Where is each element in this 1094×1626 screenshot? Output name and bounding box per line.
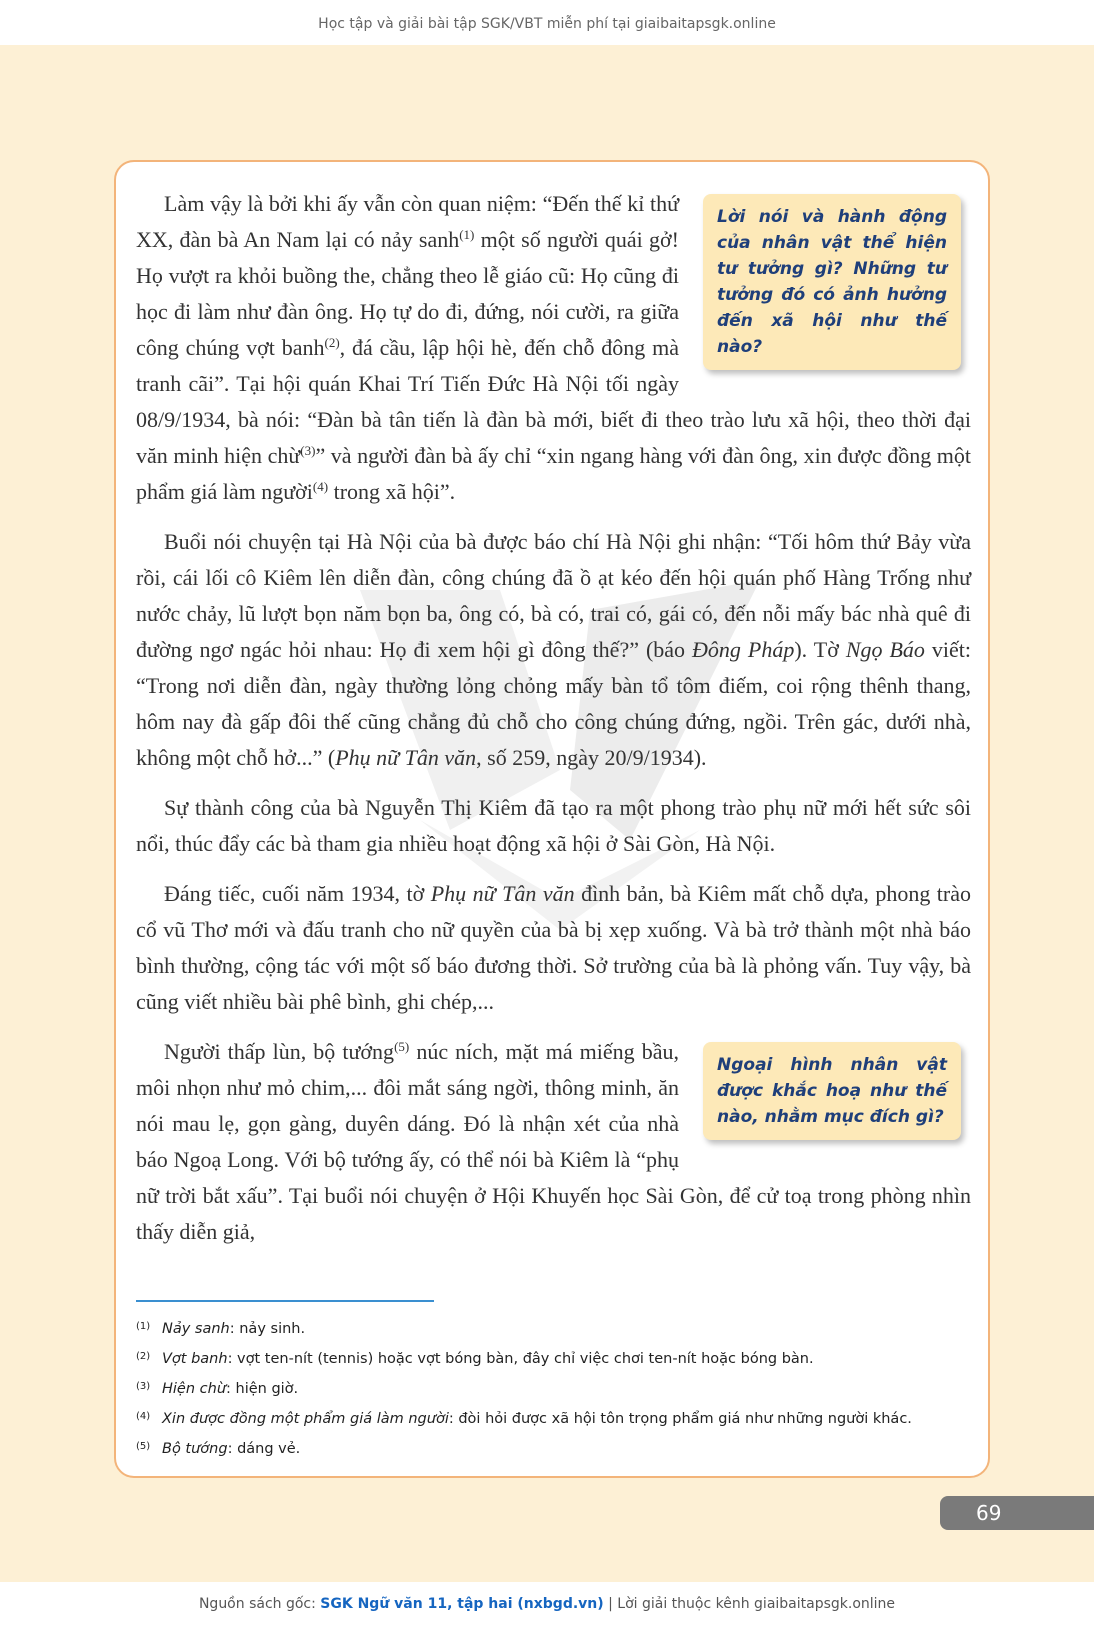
footnote-ref-4: (4) <box>312 479 329 494</box>
p1-text-e: trong xã hội”. <box>328 479 456 504</box>
p5-text-b: núc ních, mặt má miếng bầu, môi nhọn như mỏ chim,... đôi mắt sáng ngời, thông minh, ăn nói mau lẹ, gọn gàng, duyên dáng. Đó là nhận xét của nhà báo Ngoạ Long. Với bộ tướng ấy, có thể nói bà Kiêm là “phụ nữ trời bắt xấu”. Tại buổi nói chuyện ở Hội Khuyến học Sài Gòn, để cử toạ trong phòng nhìn thấy diễn giả, <box>136 1039 971 1244</box>
newspaper-phu-nu-tan-van: Phụ nữ Tân văn <box>335 745 477 770</box>
footnote-term: Hiện chừ <box>162 1381 227 1397</box>
newspaper-ngo-bao: Ngọ Báo <box>845 637 925 662</box>
footnotes <box>136 1312 956 1462</box>
footnote-item <box>136 1312 956 1342</box>
p2-text-b: ). Tờ <box>794 637 846 662</box>
footnote-term: Xin được đồng một phẩm giá làm người <box>162 1411 449 1427</box>
p1-text-d: ” và người đàn bà ấy chỉ “xin ngang hàng với đàn ông, xin được đồng một phẩm giá làm người <box>136 443 971 504</box>
paragraph-2 <box>136 524 971 776</box>
footer-suffix: | Lời giải thuộc kênh giaibaitapsgk.online <box>603 1596 896 1612</box>
page-number: 69 <box>940 1496 1094 1530</box>
question-callout-1 <box>703 194 961 370</box>
footnote-number: (2) <box>136 1351 151 1362</box>
footnote-definition: : vợt ten-nít (tennis) hoặc vợt bóng bàn, đây chỉ việc chơi ten-nít hoặc bóng bàn. <box>227 1351 814 1367</box>
footer-source-link[interactable]: SGK Ngữ văn 11, tập hai (nxbgd.vn) <box>320 1596 604 1612</box>
paragraph-4 <box>136 876 971 1020</box>
newspaper-phu-nu-tan-van-2: Phụ nữ Tân văn <box>430 881 575 906</box>
p1-text-c: , đá cầu, lập hội hè, đến chỗ đông mà tranh cãi”. Tại hội quán Khai Trí Tiến Đức Hà Nội tối ngày 08/9/1934, bà nói: “Đàn bà tân tiến là đàn bà mới, biết đi theo trào lưu xã hội, theo thời đại văn minh hiện chừ <box>136 335 971 468</box>
footnote-definition: : đòi hỏi được xã hội tôn trọng phẩm giá như những người khác. <box>448 1411 912 1427</box>
footnote-ref-1: (1) <box>459 227 475 242</box>
footnote-ref-5: (5) <box>394 1039 410 1054</box>
callout-1-text: Lời nói và hành động của nhân vật thể hiện tư tưởng gì? Những tư tưởng đó có ảnh hưởng đến xã hội như thế nào? <box>717 207 947 357</box>
p4-text-a: Đáng tiếc, cuối năm 1934, tờ <box>164 881 431 906</box>
p2-text-a: Buổi nói chuyện tại Hà Nội của bà được báo chí Hà Nội ghi nhận: “Tối hôm thứ Bảy vừa rồi, cái lối cô Kiêm lên diễn đàn, công chúng đã ồ ạt kéo đến hội quán phố Hàng Trống như nước chảy, lũ lượt bọn năm bọn ba, ông có, bà có, trai có, gái có, đến nỗi mấy bác nhà quê đi đường ngơ ngác hỏi nhau: Họ đi xem hội gì đông thế?” (báo <box>136 529 971 662</box>
footnote-item <box>136 1372 956 1402</box>
footnote-divider <box>136 1300 434 1302</box>
footnote-number: (4) <box>136 1411 151 1422</box>
footnote-number: (5) <box>136 1441 151 1452</box>
p1-text-a: Làm vậy là bởi khi ấy vẫn còn quan niệm: “Đến thế kỉ thứ XX, đàn bà An Nam lại có nảy sanh <box>136 191 679 252</box>
footnote-term: Bộ tướng <box>162 1441 228 1457</box>
footnote-item <box>136 1432 956 1462</box>
bottom-banner <box>0 1582 1094 1626</box>
paragraph-3: Sự thành công của bà Nguyễn Thị Kiêm đã tạo ra một phong trào phụ nữ mới hết sức sôi nổi, thúc đẩy các bà tham gia nhiều hoạt động xã hội ở Sài Gòn, Hà Nội. <box>136 795 971 856</box>
footnote-item <box>136 1402 956 1432</box>
top-banner <box>0 0 1094 45</box>
site-line: Học tập và giải bài tập SGK/VBT miễn phí tại giaibaitapsgk.online <box>318 16 776 32</box>
footnote-term: Vợt banh <box>162 1351 228 1367</box>
p2-text-d: , số 259, ngày 20/9/1934). <box>476 745 707 770</box>
footnote-ref-2: (2) <box>324 335 340 350</box>
footnote-definition: : hiện giờ. <box>226 1381 299 1397</box>
footnote-definition: : nảy sinh. <box>229 1321 306 1337</box>
footnote-term: Nảy sanh <box>162 1321 230 1337</box>
p4-text-b: đình bản, bà Kiêm mất chỗ dựa, phong trào cổ vũ Thơ mới và đấu tranh cho nữ quyền của bà bị xẹp xuống. Và bà trở thành một nhà báo bình thường, cộng tác với một số báo đương thời. Sở trường của bà là phỏng vấn. Tuy vậy, bà cũng viết nhiều bài phê bình, ghi chép,... <box>136 881 972 1014</box>
question-callout-2 <box>703 1042 961 1140</box>
footnote-number: (3) <box>136 1381 151 1392</box>
footer-prefix: Nguồn sách gốc: <box>198 1596 321 1612</box>
p2-text-c: viết: “Trong nơi diễn đàn, ngày thường lỏng chỏng mấy bàn tổ tôm điếm, coi rộng thênh thang, hôm nay đà gấp đôi thế cũng chẳng đủ chỗ cho công chúng đứng, ngồi. Trên gác, dưới nhà, không một chỗ hở...” ( <box>136 637 971 770</box>
callout-2-text: Ngoại hình nhân vật được khắc hoạ như thế nào, nhằm mục đích gì? <box>717 1055 947 1127</box>
main-text <box>136 186 971 1264</box>
footnote-item <box>136 1342 956 1372</box>
footnote-ref-3: (3) <box>300 443 316 458</box>
p5-text-a: Người thấp lùn, bộ tướng <box>164 1039 395 1064</box>
footnote-number: (1) <box>136 1321 151 1332</box>
footnote-definition: : dáng vẻ. <box>227 1441 301 1457</box>
newspaper-dong-phap: Đông Pháp <box>692 637 795 662</box>
p1-text-b: một số người quái gở! Họ vượt ra khỏi buồng the, chẳng theo lễ giáo cũ: Họ cũng đi học đi làm như đàn ông. Họ tự do đi, đứng, nói cười, ra giữa công chúng vợt banh <box>136 227 680 360</box>
